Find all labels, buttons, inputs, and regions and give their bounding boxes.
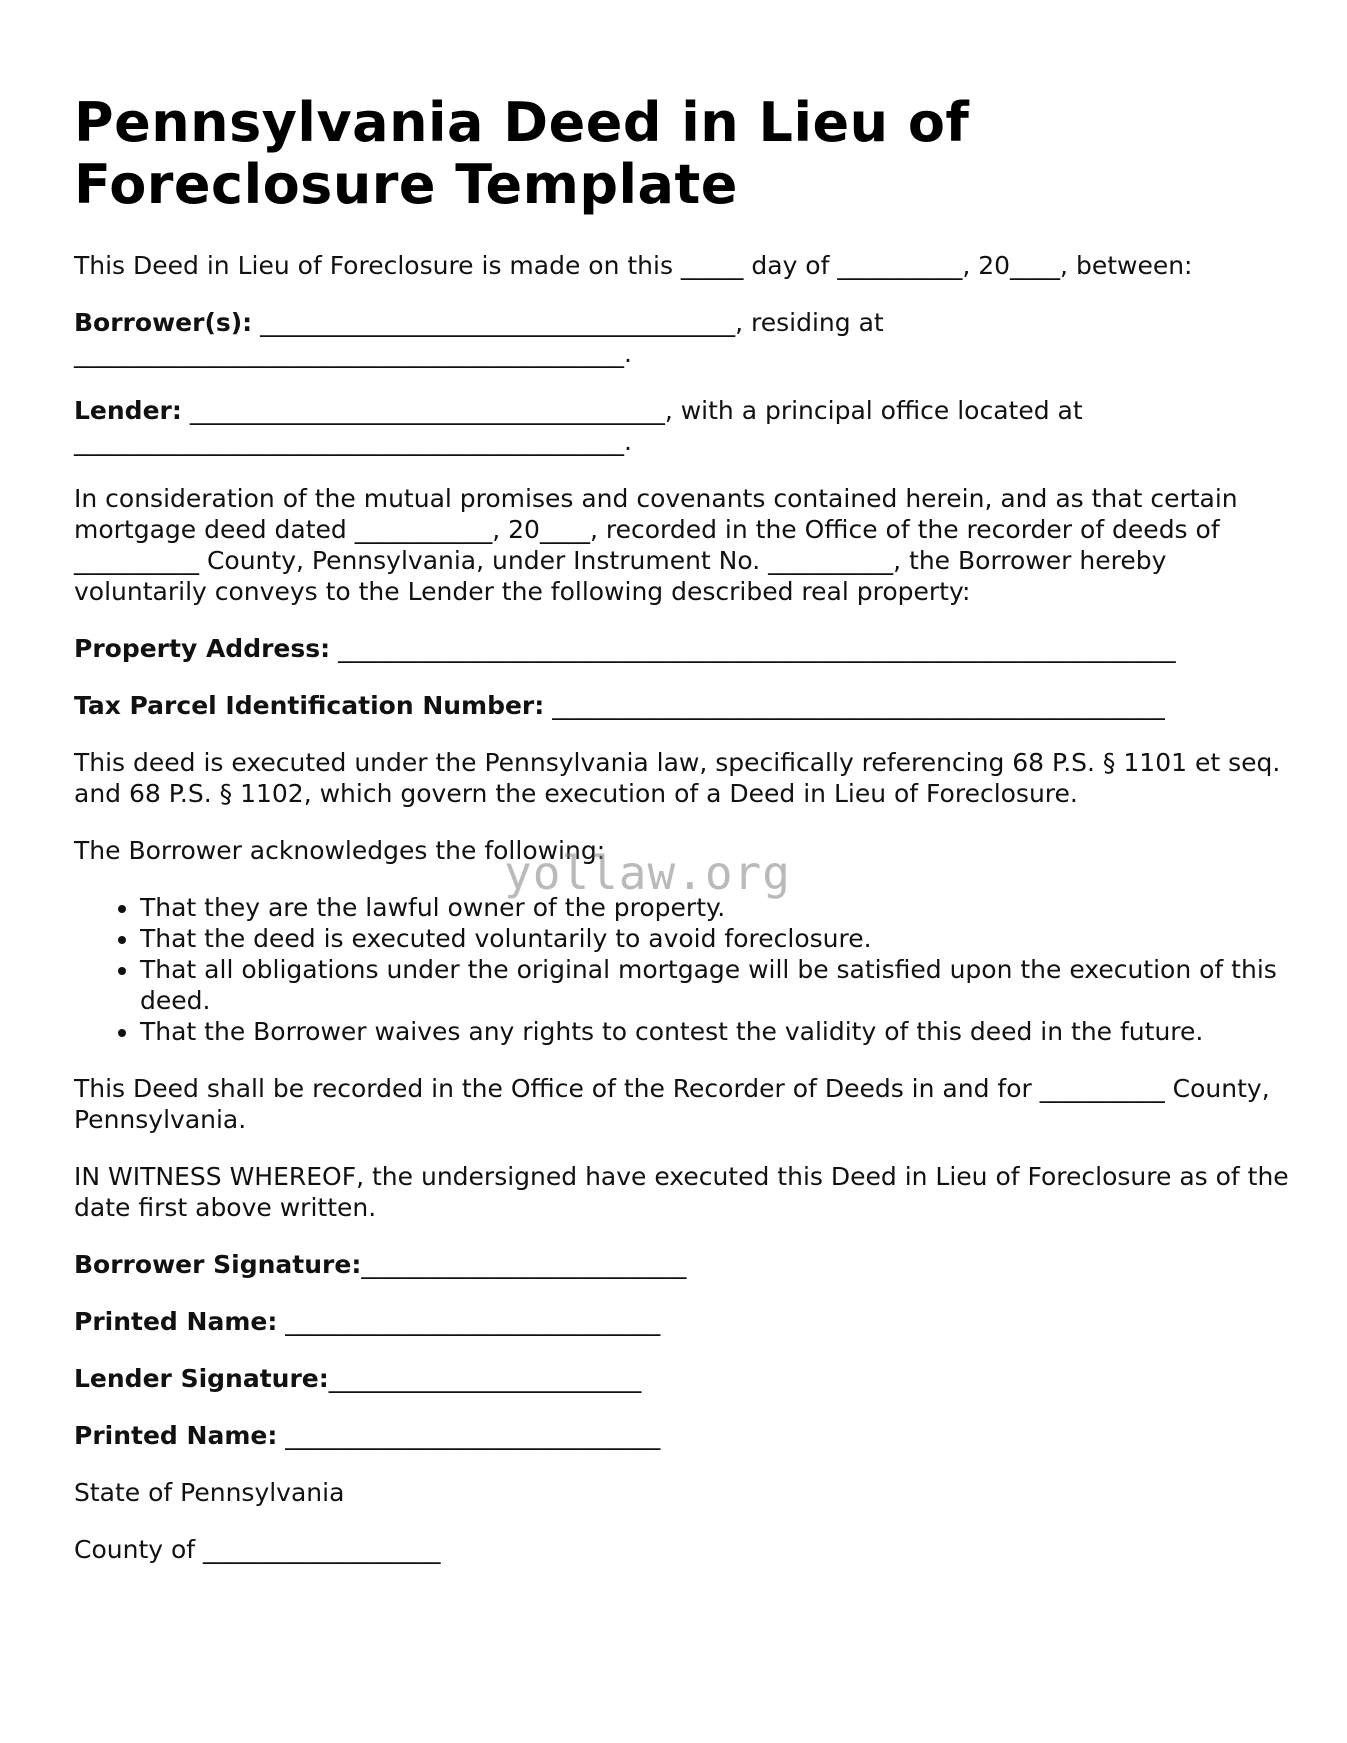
property-address-paragraph [74, 633, 1294, 664]
borrower-signature-blank: __________________________ [361, 1250, 687, 1279]
lender-signature-line [74, 1363, 1294, 1394]
acknowledges-paragraph: The Borrower acknowledges the following: [74, 836, 606, 865]
document-title: Pennsylvania Deed in Lieu of Foreclosure Template [74, 91, 970, 216]
property-address-label: Property Address: [74, 634, 331, 663]
borrower-signature-label: Borrower Signature: [74, 1250, 362, 1279]
lender-signature-blank: _________________________ [328, 1364, 642, 1393]
lender-printed-name-blank: ______________________________ [277, 1421, 661, 1450]
list-item: • That all obligations under the original mortgage will be satisfied upon the execution of this deed. [140, 954, 1294, 1016]
tax-parcel-line: _________________________________________________ [544, 691, 1165, 720]
recorded-paragraph: This Deed shall be recorded in the Office of the Recorder of Deeds in and for __________ County, Pennsylvania. [74, 1074, 1270, 1134]
lender-printed-name-label: Printed Name: [74, 1421, 278, 1450]
list-item: • That they are the lawful owner of the property. [140, 892, 1294, 923]
lender-paragraph [74, 395, 1294, 457]
borrower-printed-name-label: Printed Name: [74, 1307, 278, 1336]
acknowledgement-list [74, 892, 1294, 1047]
borrower-printed-name-line [74, 1306, 1294, 1337]
county-line: County of ___________________ [74, 1535, 441, 1564]
lender-text: ______________________________________, with a principal office located at ____________________________________________. [74, 396, 1083, 456]
borrower-signature-line [74, 1249, 1294, 1280]
law-paragraph: This deed is executed under the Pennsylvania law, specifically referencing 68 P.S. § 1101 et seq. and 68 P.S. § 1102, which govern the execution of a Deed in Lieu of Foreclosure. [74, 748, 1281, 808]
tax-parcel-paragraph [74, 690, 1294, 721]
borrower-text: ______________________________________, residing at ____________________________________________. [74, 308, 884, 368]
tax-parcel-label: Tax Parcel Identification Number: [74, 691, 545, 720]
consideration-paragraph: In consideration of the mutual promises and covenants contained herein, and as that certain mortgage deed dated ___________, 20____, recorded in the Office of the recorder of deeds of __________ County, Pennsylvania, under Instrument No. __________, the Borrower hereby voluntarily conveys to the Lender the following described real property: [74, 484, 1238, 606]
lender-label: Lender: [74, 396, 182, 425]
state-line: State of Pennsylvania [74, 1478, 345, 1507]
list-item: • That the deed is executed voluntarily to avoid foreclosure. [140, 923, 1294, 954]
borrower-paragraph [74, 307, 1294, 369]
lender-printed-name-line [74, 1420, 1294, 1451]
lender-signature-label: Lender Signature: [74, 1364, 329, 1393]
document-page [74, 92, 1294, 1591]
witness-paragraph: IN WITNESS WHEREOF, the undersigned have executed this Deed in Lieu of Foreclosure as of the date first above written. [74, 1162, 1289, 1222]
watermark: yollaw.org [504, 846, 791, 900]
intro-paragraph: This Deed in Lieu of Foreclosure is made on this _____ day of __________, 20____, between: [74, 251, 1193, 280]
list-item: • That the Borrower waives any rights to contest the validity of this deed in the future. [140, 1016, 1294, 1047]
borrower-printed-name-blank: ______________________________ [277, 1307, 661, 1336]
borrower-label: Borrower(s): [74, 308, 253, 337]
property-address-line: ___________________________________________________________________ [330, 634, 1176, 663]
